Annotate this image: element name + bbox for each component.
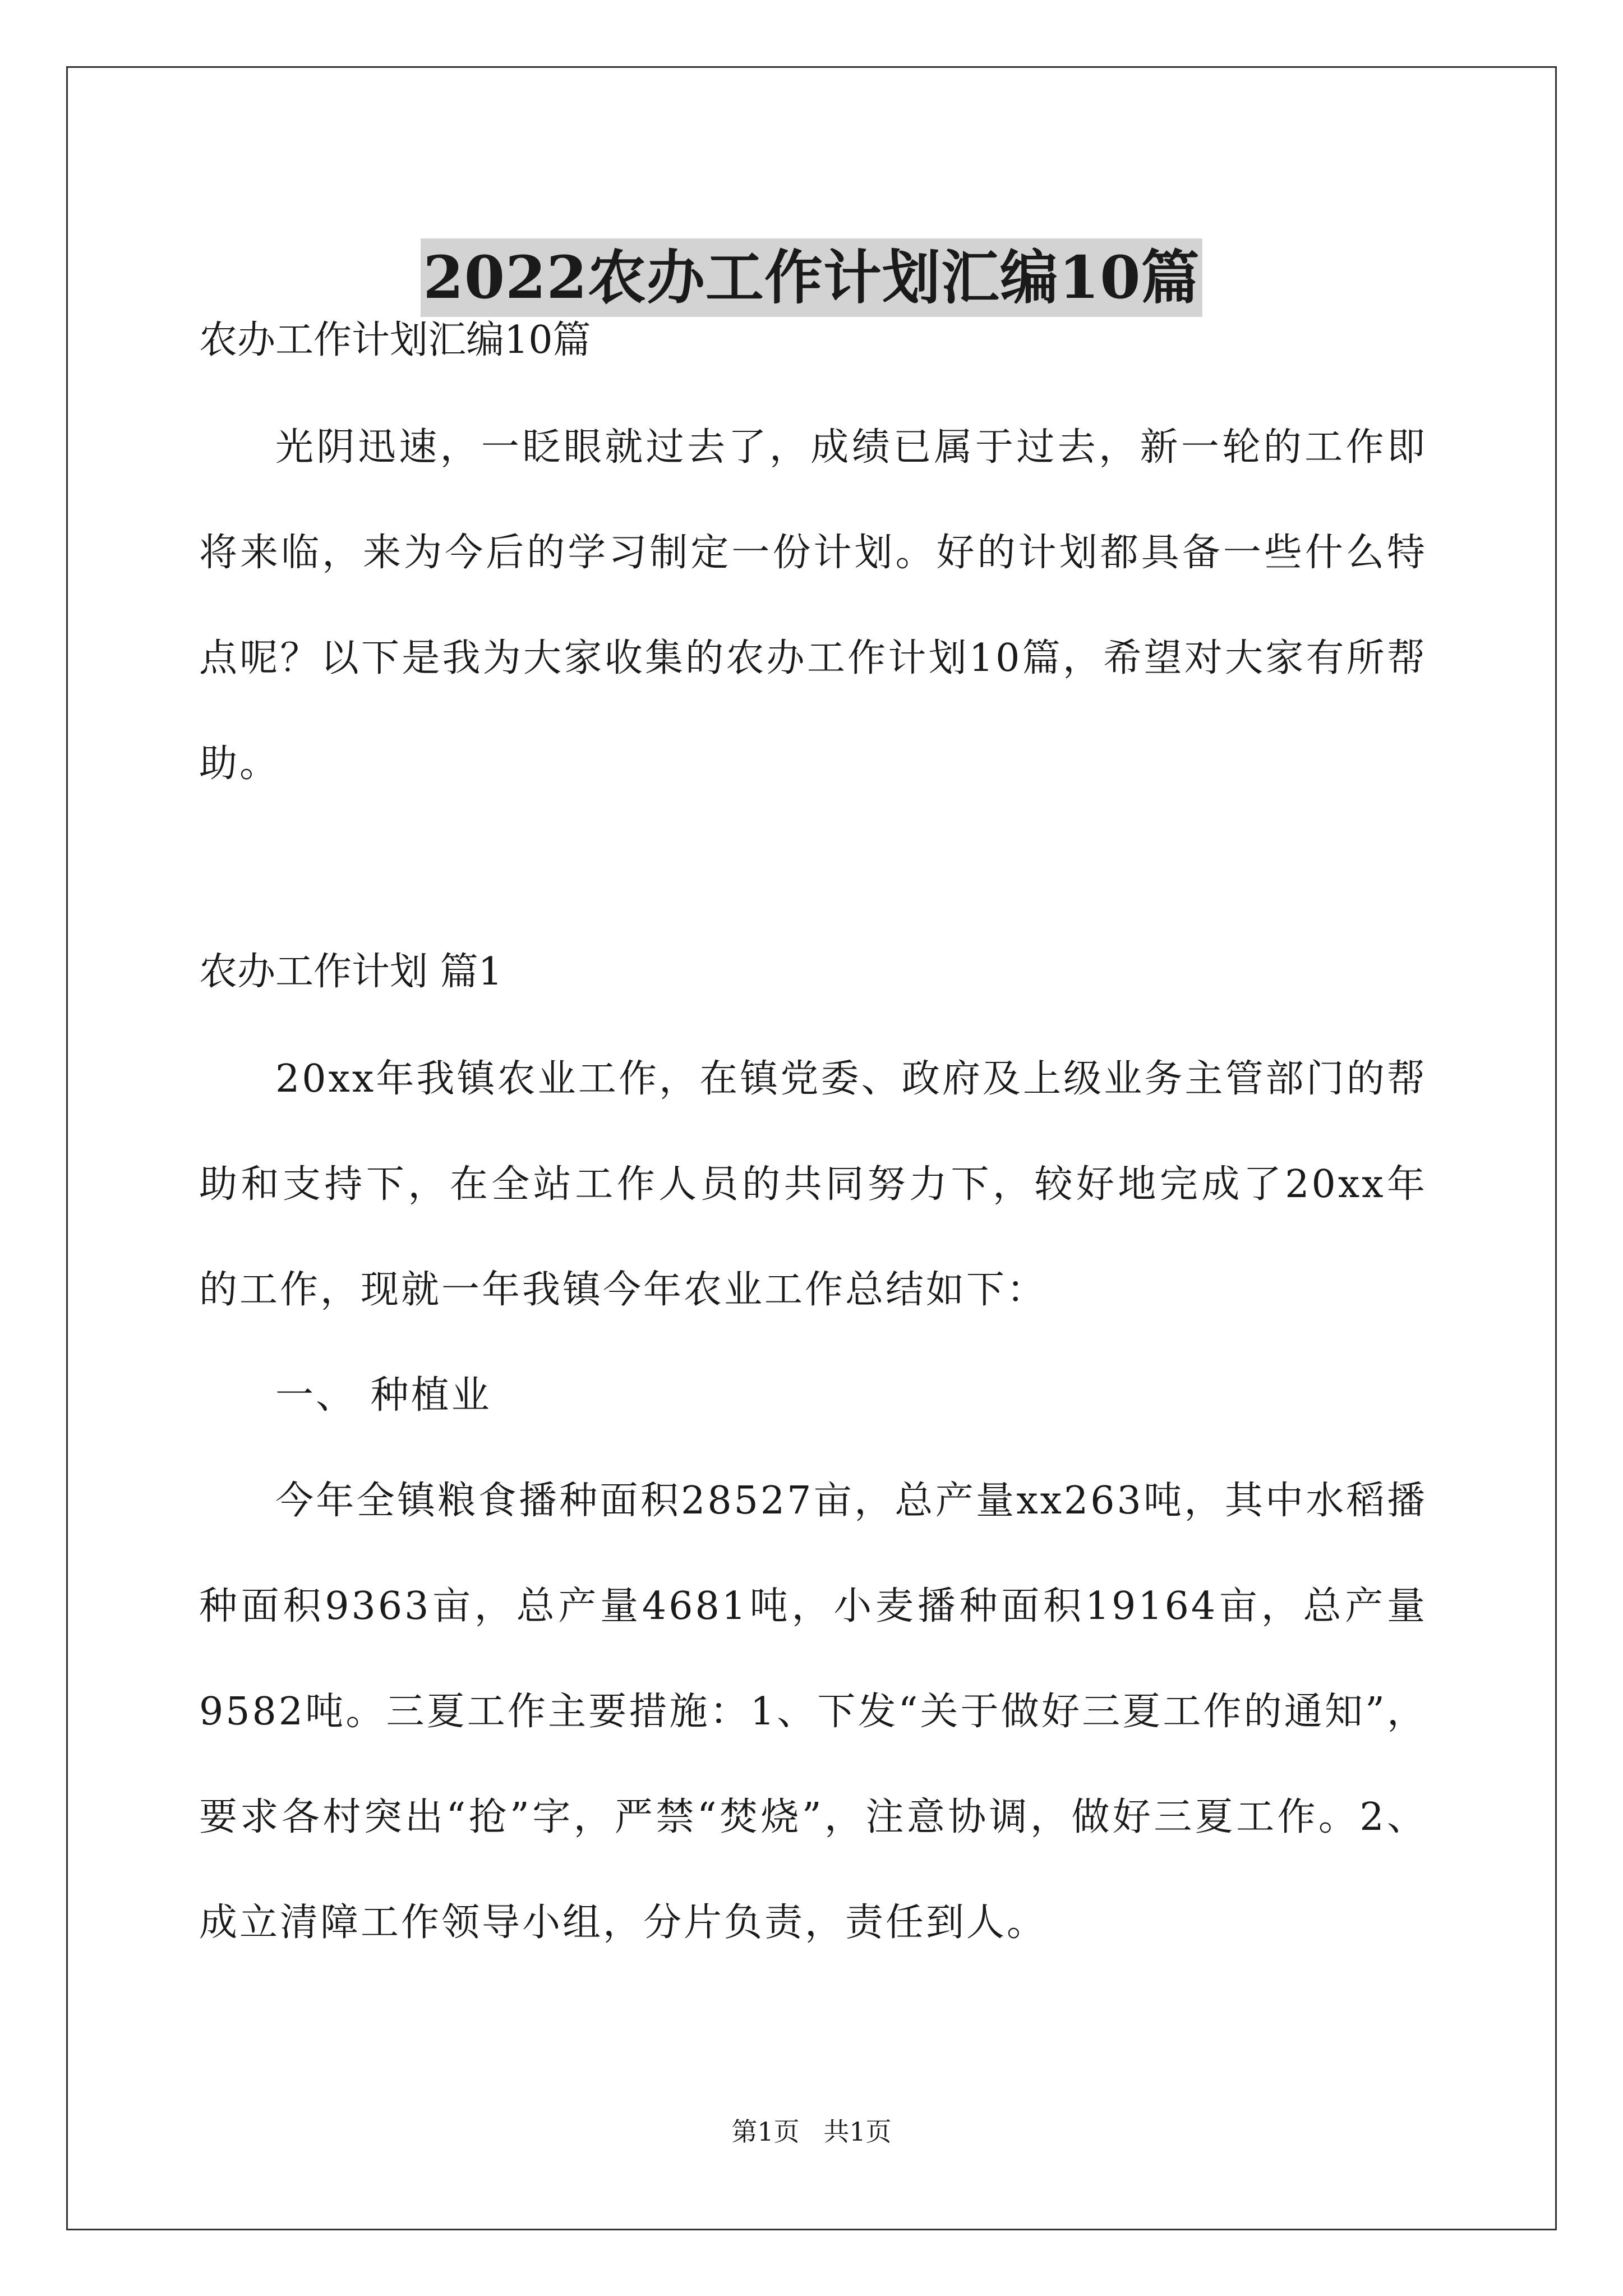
section-paragraph-2: 今年全镇粮食播种面积28527亩，总产量xx263吨，其中水稻播种面积9363亩，总产量4681吨，小麦播种面积19164亩，总产量9582吨。三夏工作主要措施：1、下发“关于做好三夏工作的通知”，要求各村突出“抢”字，严禁“焚烧”，注意协调，做好三夏工作。2、成立清障工作领导小组，分片负责，责任到人。 — [199, 1479, 1427, 1945]
document-body — [199, 314, 1427, 1976]
intro-paragraph: 光阴迅速，一眨眼就过去了，成绩已属于过去，新一轮的工作即将来临，来为今后的学习制定一份计划。好的计划都具备一些什么特点呢？以下是我为大家收集的农办工作计划10篇，希望对大家有所帮助。 — [199, 425, 1427, 786]
page-total: 共1页 — [823, 2116, 892, 2147]
subheading-planting: 一、 种植业 — [275, 1373, 492, 1418]
section-heading: 农办工作计划 篇1 — [199, 950, 502, 994]
document-subtitle: 农办工作计划汇编10篇 — [199, 318, 591, 362]
document-title: 2022农办工作计划汇编10篇 — [421, 238, 1202, 317]
page-footer — [0, 2115, 1623, 2148]
page-number: 第1页 — [731, 2116, 800, 2147]
section-paragraph-1: 20xx年我镇农业工作，在镇党委、政府及上级业务主管部门的帮助和支持下，在全站工作人员的共同努力下，较好地完成了20xx年的工作，现就一年我镇今年农业工作总结如下： — [199, 1057, 1427, 1312]
